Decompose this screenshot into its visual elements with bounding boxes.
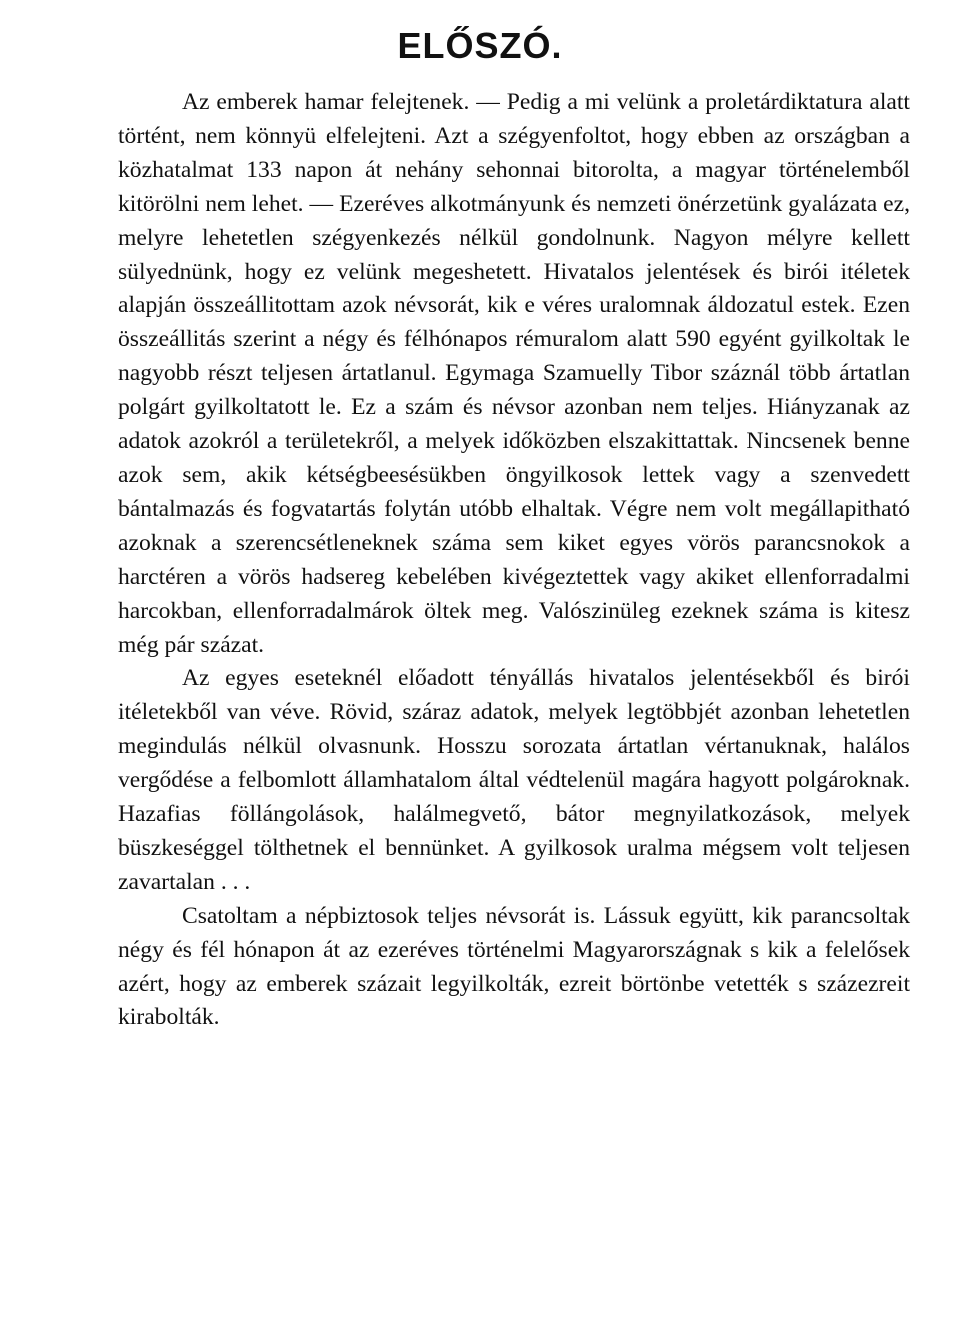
paragraph-3: Csatoltam a népbiztosok teljes névsorát is. Lássuk együtt, kik parancsoltak négy és fél hónapon át az ezeréves történelmi Magyarországnak s kik a felelősek azért, hogy az emberek százait legyilkolták, ezreit börtönbe vetették s százezreit kirabolták. [118,902,910,1031]
page-title: ELŐSZÓ. [397,25,563,66]
paragraph-1: Az emberek hamar felejtenek. — Pedig a mi velünk a proletárdiktatura alatt történt, nem könnyü elfelejteni. Azt a szégyenfoltot, hogy ebben az országban a közhatalmat 133 napon át nehány sehonnai bitorolta, a magyar történelemből kitörölni nem lehet. — Ezeréves alkotmányunk és nemzeti önérzetünk gyalázata ez, melyre lehetetlen szégyenkezés nélkül gondolnunk. Nagyon mélyre kellett sülyednünk, hogy ez velünk megeshetett. Hivatalos jelentések és birói itéletek alapján összeállitottam azok névsorát, kik e véres uralomnak áldozatul estek. Ezen összeállitás szerint a négy és félhónapos rémuralom alatt 590 egyént gyilkoltak le nagyobb részt teljesen ártatlanul. Egymaga Szamuelly Tibor száznál több ártatlan polgárt gyilkoltatott le. Ez a szám és névsor azonban nem teljes. Hiányzanak az adatok azokról a területekről, a melyek időközben elszakittattak. Nincsenek benne azok sem, akik kétségbeesésükben öngyilkosok lettek vagy a szenvedett bántalmazás és fogvatartás folytán utóbb elhaltak. Végre nem volt megállapitható azoknak a szerencsétleneknek száma sem kiket egyes vörös parancsnokok a harctéren a vörös hadsereg kebelében kivégeztettek vagy akiket ellenforradalmi harcokban, ellenforradalmárok öltek meg. Valószinüleg ezeknek száma is kitesz még pár százat. [118,89,910,658]
paragraph-2: Az egyes eseteknél előadott tényállás hivatalos jelentésekből és birói itéletekből van véve. Rövid, száraz adatok, melyek legtöbbjét azonban lehetetlen megindulás nélkül olvasnunk. Hosszu sorozata ártatlan vértanuknak, halálos vergődése a felbomlott államhatalom által védtelenül magára hagyott polgároknak. Hazafias föllángolások, halálmegvető, bátor megnyilatkozások, melyek büszkeséggel tölthetnek el bennünket. A gyilkosok uralma mégsem volt teljesen zavartalan . . . [118,665,910,895]
preface-body [118,86,910,1035]
